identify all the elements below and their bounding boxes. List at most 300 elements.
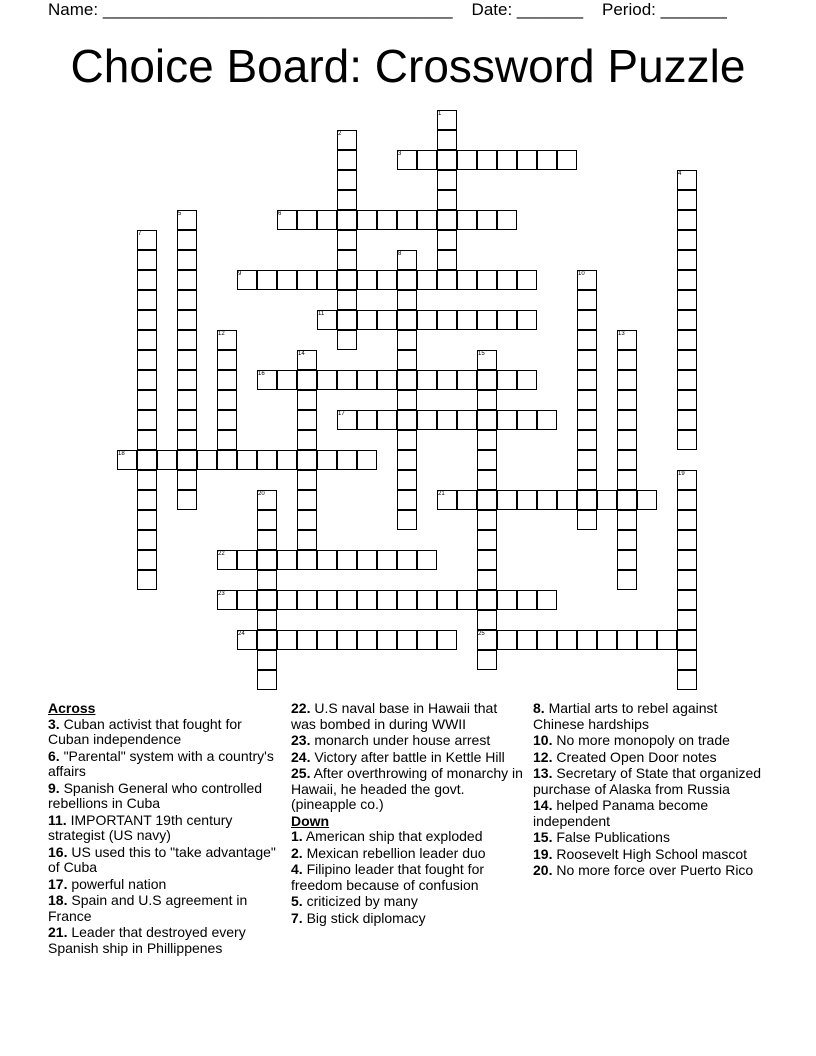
cell-number: 3 (398, 151, 402, 157)
crossword-cell[interactable] (477, 590, 497, 610)
crossword-cell[interactable] (397, 550, 417, 570)
crossword-cell[interactable] (477, 410, 497, 430)
crossword-cell[interactable] (677, 210, 697, 230)
crossword-cell[interactable] (397, 330, 417, 350)
crossword-cell[interactable] (297, 370, 317, 390)
cell-number: 2 (338, 131, 342, 137)
crossword-cell[interactable] (437, 630, 457, 650)
crossword-cell[interactable] (437, 270, 457, 290)
crossword-cell[interactable] (377, 310, 397, 330)
crossword-cell[interactable] (477, 470, 497, 490)
crossword-cell[interactable] (677, 490, 697, 510)
crossword-cell[interactable] (437, 590, 457, 610)
crossword-cell[interactable] (477, 370, 497, 390)
crossword-cell[interactable] (677, 670, 697, 690)
crossword-cell[interactable] (677, 290, 697, 310)
crossword-cell[interactable] (337, 190, 357, 210)
crossword-cell[interactable] (457, 150, 477, 170)
crossword-cell[interactable] (277, 270, 297, 290)
crossword-cell[interactable] (477, 210, 497, 230)
crossword-cell[interactable] (317, 370, 337, 390)
crossword-cell[interactable] (257, 630, 277, 650)
crossword-cell[interactable] (497, 370, 517, 390)
crossword-cell[interactable] (477, 510, 497, 530)
cell-number: 6 (278, 211, 282, 217)
crossword-cell[interactable] (677, 430, 697, 450)
crossword-cell[interactable] (217, 410, 237, 430)
crossword-cell[interactable] (177, 390, 197, 410)
crossword-cell[interactable] (497, 310, 517, 330)
clue-column-2 (291, 701, 523, 927)
crossword-cell[interactable] (137, 350, 157, 370)
crossword-cell[interactable] (137, 490, 157, 510)
clue-text: Spanish General who controlled rebellions in Cuba (48, 779, 263, 811)
crossword-cell[interactable] (337, 150, 357, 170)
crossword-cell[interactable] (177, 350, 197, 370)
crossword-cell[interactable] (277, 630, 297, 650)
crossword-cell[interactable] (457, 310, 477, 330)
crossword-cell[interactable] (277, 370, 297, 390)
crossword-cell[interactable] (477, 550, 497, 570)
crossword-cell[interactable] (457, 270, 477, 290)
crossword-cell[interactable] (237, 590, 257, 610)
crossword-cell[interactable] (137, 530, 157, 550)
crossword-cell[interactable] (577, 290, 597, 310)
crossword-cell[interactable] (397, 510, 417, 530)
crossword-cell[interactable] (497, 410, 517, 430)
crossword-cell[interactable] (297, 630, 317, 650)
crossword-cell[interactable] (617, 490, 637, 510)
crossword-cell[interactable] (297, 470, 317, 490)
crossword-cell[interactable] (477, 270, 497, 290)
crossword-cell[interactable] (397, 590, 417, 610)
crossword-cell[interactable] (137, 270, 157, 290)
crossword-cell[interactable] (477, 490, 497, 510)
crossword-cell[interactable] (157, 450, 177, 470)
crossword-cell[interactable] (437, 250, 457, 270)
cell-number: 21 (438, 491, 445, 497)
crossword-cell[interactable] (497, 150, 517, 170)
crossword-cell[interactable] (377, 370, 397, 390)
cell-number: 8 (398, 251, 402, 257)
crossword-cell[interactable] (557, 150, 577, 170)
crossword-cell[interactable] (477, 310, 497, 330)
clue-item (533, 863, 765, 879)
crossword-cell[interactable] (397, 370, 417, 390)
clue-item (533, 766, 765, 797)
crossword-cell[interactable] (177, 410, 197, 430)
crossword-cell[interactable] (497, 590, 517, 610)
clue-number: 15. (533, 829, 553, 845)
clue-item (533, 750, 765, 766)
crossword-cell[interactable] (137, 290, 157, 310)
clue-text: criticized by many (306, 893, 418, 909)
crossword-cell[interactable] (617, 370, 637, 390)
crossword-cell[interactable] (177, 290, 197, 310)
crossword-cell[interactable] (137, 310, 157, 330)
crossword-cell[interactable] (297, 410, 317, 430)
crossword-cell[interactable] (377, 410, 397, 430)
crossword-cell[interactable] (517, 490, 537, 510)
crossword-cell[interactable] (437, 130, 457, 150)
crossword-cell[interactable] (677, 390, 697, 410)
crossword-cell[interactable] (257, 550, 277, 570)
crossword-cell[interactable] (497, 630, 517, 650)
crossword-cell[interactable] (417, 630, 437, 650)
crossword-cell[interactable] (137, 470, 157, 490)
crossword-cell[interactable] (577, 310, 597, 330)
crossword-cell[interactable] (357, 370, 377, 390)
crossword-cell[interactable] (617, 410, 637, 430)
crossword-cell[interactable] (397, 210, 417, 230)
crossword-cell[interactable] (337, 630, 357, 650)
crossword-cell[interactable] (617, 570, 637, 590)
clue-item (291, 829, 523, 845)
crossword-cell[interactable] (477, 610, 497, 630)
crossword-cell[interactable] (677, 590, 697, 610)
crossword-cell[interactable] (357, 410, 377, 430)
clue-text: Martial arts to rebel against Chinese hardships (533, 700, 718, 732)
crossword-cell[interactable] (377, 630, 397, 650)
crossword-cell[interactable] (297, 530, 317, 550)
crossword-cell[interactable] (437, 370, 457, 390)
crossword-cell[interactable] (577, 450, 597, 470)
crossword-cell[interactable] (257, 530, 277, 550)
crossword-cell[interactable] (237, 450, 257, 470)
crossword-cell[interactable] (677, 330, 697, 350)
crossword-cell[interactable] (437, 170, 457, 190)
clue-text: Filipino leader that fought for freedom because of confusion (291, 861, 485, 893)
crossword-cell[interactable] (257, 650, 277, 670)
clue-item (291, 766, 523, 813)
crossword-cell[interactable] (397, 270, 417, 290)
clue-text: US used this to "take advantage" of Cuba (48, 843, 276, 875)
crossword-cell[interactable] (137, 570, 157, 590)
crossword-cell[interactable] (257, 510, 277, 530)
crossword-cell[interactable] (137, 510, 157, 530)
crossword-cell[interactable] (677, 630, 697, 650)
crossword-cell[interactable] (477, 530, 497, 550)
crossword-cell[interactable] (297, 390, 317, 410)
crossword-cell[interactable] (337, 210, 357, 230)
crossword-cell[interactable] (397, 310, 417, 330)
crossword-cell[interactable] (617, 450, 637, 470)
crossword-cell[interactable] (497, 210, 517, 230)
crossword-cell[interactable] (297, 270, 317, 290)
crossword-cell[interactable] (677, 570, 697, 590)
crossword-cell[interactable] (537, 490, 557, 510)
crossword-cell[interactable] (257, 570, 277, 590)
clue-text: IMPORTANT 19th century strategist (US navy) (48, 811, 233, 843)
crossword-cell[interactable] (497, 490, 517, 510)
crossword-cell[interactable] (137, 370, 157, 390)
period-blank: _______ (660, 0, 727, 19)
crossword-cell[interactable] (297, 430, 317, 450)
crossword-cell[interactable] (677, 510, 697, 530)
crossword-cell[interactable] (137, 330, 157, 350)
crossword-cell[interactable] (397, 290, 417, 310)
clue-number: 16. (48, 843, 68, 860)
clue-item (291, 701, 523, 732)
crossword-cell[interactable] (357, 210, 377, 230)
crossword-cell[interactable] (417, 150, 437, 170)
cell-number: 14 (298, 351, 305, 357)
crossword-cell[interactable] (337, 590, 357, 610)
crossword-cell[interactable] (257, 610, 277, 630)
crossword-cell[interactable] (677, 530, 697, 550)
clue-number: 11. (48, 811, 67, 828)
crossword-cell[interactable] (677, 350, 697, 370)
crossword-cell[interactable] (477, 430, 497, 450)
crossword-cell[interactable] (297, 510, 317, 530)
crossword-cell[interactable] (577, 490, 597, 510)
crossword-cell[interactable] (437, 230, 457, 250)
crossword-cell[interactable] (137, 250, 157, 270)
crossword-cell[interactable] (217, 370, 237, 390)
crossword-cell[interactable] (537, 150, 557, 170)
clue-text: After overthrowing of monarchy in Hawaii, he headed the govt. (pineapple co.) (291, 765, 523, 812)
crossword-cell[interactable] (677, 610, 697, 630)
crossword-cell[interactable] (377, 550, 397, 570)
crossword-cell[interactable] (397, 470, 417, 490)
crossword-cell[interactable] (197, 450, 217, 470)
crossword-cell[interactable] (357, 270, 377, 290)
crossword-cell[interactable] (177, 330, 197, 350)
crossword-cell[interactable] (317, 630, 337, 650)
crossword-cell[interactable] (317, 210, 337, 230)
crossword-cell[interactable] (377, 210, 397, 230)
crossword-cell[interactable] (177, 230, 197, 250)
crossword-cell[interactable] (517, 590, 537, 610)
crossword-cell[interactable] (437, 210, 457, 230)
crossword-cell[interactable] (137, 450, 157, 470)
crossword-cell[interactable] (177, 490, 197, 510)
crossword-cell[interactable] (277, 450, 297, 470)
crossword-cell[interactable] (677, 410, 697, 430)
crossword-cell[interactable] (337, 310, 357, 330)
crossword-cell[interactable] (477, 450, 497, 470)
cell-number: 25 (478, 631, 485, 637)
clue-number: 7. (291, 909, 303, 926)
crossword-cell[interactable] (617, 630, 637, 650)
crossword-cell[interactable] (397, 630, 417, 650)
clue-number: 24. (291, 748, 311, 765)
crossword-cell[interactable] (617, 430, 637, 450)
clue-item (48, 749, 280, 780)
crossword-cell[interactable] (577, 470, 597, 490)
crossword-cell[interactable] (577, 350, 597, 370)
crossword-cell[interactable] (517, 630, 537, 650)
crossword-cell[interactable] (337, 450, 357, 470)
crossword-cell[interactable] (477, 650, 497, 670)
crossword-cell[interactable] (337, 550, 357, 570)
crossword-cell[interactable] (217, 430, 237, 450)
crossword-cell[interactable] (677, 550, 697, 570)
crossword-cell[interactable] (437, 150, 457, 170)
crossword-cell[interactable] (677, 650, 697, 670)
crossword-cell[interactable] (297, 210, 317, 230)
clue-number: 5. (291, 893, 303, 909)
crossword-cell[interactable] (337, 270, 357, 290)
crossword-cell[interactable] (457, 370, 477, 390)
crossword-cell[interactable] (577, 330, 597, 350)
crossword-cell[interactable] (617, 510, 637, 530)
crossword-cell[interactable] (397, 390, 417, 410)
crossword-cell[interactable] (477, 570, 497, 590)
crossword-cell[interactable] (537, 630, 557, 650)
crossword-cell[interactable] (177, 270, 197, 290)
crossword-cell[interactable] (677, 190, 697, 210)
crossword-cell[interactable] (277, 590, 297, 610)
crossword-cell[interactable] (217, 350, 237, 370)
period-label: Period: (602, 0, 656, 19)
crossword-cell[interactable] (177, 370, 197, 390)
crossword-cell[interactable] (457, 210, 477, 230)
clue-number: 6. (48, 747, 60, 764)
crossword-cell[interactable] (517, 310, 537, 330)
crossword-cell[interactable] (677, 370, 697, 390)
crossword-cell[interactable] (317, 270, 337, 290)
crossword-cell[interactable] (297, 490, 317, 510)
crossword-cell[interactable] (337, 290, 357, 310)
crossword-cell[interactable] (257, 450, 277, 470)
crossword-cell[interactable] (677, 250, 697, 270)
crossword-cell[interactable] (637, 490, 657, 510)
crossword-cell[interactable] (457, 590, 477, 610)
clue-item (48, 877, 280, 893)
clue-text: powerful nation (71, 875, 167, 892)
crossword-cell[interactable] (557, 630, 577, 650)
crossword-cell[interactable] (137, 390, 157, 410)
crossword-cell[interactable] (417, 370, 437, 390)
cell-number: 16 (258, 371, 265, 377)
crossword-cell[interactable] (177, 450, 197, 470)
crossword-cell[interactable] (537, 590, 557, 610)
crossword-cell[interactable] (177, 430, 197, 450)
crossword-cell[interactable] (137, 410, 157, 430)
clue-item (533, 847, 765, 863)
crossword-cell[interactable] (437, 310, 457, 330)
crossword-cell[interactable] (337, 330, 357, 350)
crossword-cell[interactable] (617, 390, 637, 410)
crossword-cell[interactable] (417, 550, 437, 570)
clue-text: Big stick diplomacy (306, 909, 426, 926)
clue-item (533, 798, 765, 829)
crossword-cell[interactable] (577, 510, 597, 530)
crossword-cell[interactable] (317, 550, 337, 570)
crossword-cell[interactable] (417, 270, 437, 290)
crossword-cell[interactable] (297, 450, 317, 470)
crossword-cell[interactable] (297, 550, 317, 570)
crossword-cell[interactable] (257, 270, 277, 290)
crossword-cell[interactable] (577, 430, 597, 450)
crossword-cell[interactable] (397, 350, 417, 370)
crossword-cell[interactable] (237, 550, 257, 570)
crossword-cell[interactable] (657, 630, 677, 650)
clue-number: 21. (48, 924, 68, 940)
crossword-cell[interactable] (417, 590, 437, 610)
crossword-cell[interactable] (517, 370, 537, 390)
clue-item (291, 750, 523, 766)
crossword-cell[interactable] (337, 370, 357, 390)
crossword-cell[interactable] (317, 590, 337, 610)
crossword-cell[interactable] (357, 630, 377, 650)
crossword-cell[interactable] (497, 270, 517, 290)
crossword-cell[interactable] (437, 410, 457, 430)
crossword-cell[interactable] (557, 490, 577, 510)
crossword-cell[interactable] (437, 190, 457, 210)
crossword-cell[interactable] (337, 250, 357, 270)
crossword-cell[interactable] (397, 430, 417, 450)
crossword-cell[interactable] (477, 150, 497, 170)
crossword-cell[interactable] (357, 590, 377, 610)
crossword-cell[interactable] (217, 450, 237, 470)
across-clue-list-continued (291, 701, 523, 813)
crossword-cell[interactable] (337, 170, 357, 190)
crossword-cell[interactable] (177, 250, 197, 270)
clue-item (291, 862, 523, 893)
crossword-cell[interactable] (677, 310, 697, 330)
crossword-cell[interactable] (617, 550, 637, 570)
crossword-cell[interactable] (417, 410, 437, 430)
crossword-cell[interactable] (517, 150, 537, 170)
crossword-cell[interactable] (477, 390, 497, 410)
crossword-cell[interactable] (517, 270, 537, 290)
clue-item (291, 733, 523, 749)
crossword-cell[interactable] (617, 350, 637, 370)
crossword-cell[interactable] (597, 490, 617, 510)
crossword-cell[interactable] (217, 390, 237, 410)
crossword-cell[interactable] (617, 530, 637, 550)
crossword-cell[interactable] (617, 470, 637, 490)
crossword-cell[interactable] (337, 230, 357, 250)
crossword-cell[interactable] (397, 410, 417, 430)
clue-text: monarch under house arrest (314, 732, 491, 748)
crossword-cell[interactable] (357, 450, 377, 470)
crossword-cell[interactable] (417, 310, 437, 330)
crossword-cell[interactable] (357, 310, 377, 330)
crossword-cell[interactable] (677, 270, 697, 290)
crossword-cell[interactable] (517, 410, 537, 430)
crossword-cell[interactable] (577, 370, 597, 390)
crossword-cell[interactable] (177, 470, 197, 490)
crossword-cell[interactable] (137, 550, 157, 570)
crossword-cell[interactable] (357, 550, 377, 570)
crossword-cell[interactable] (397, 490, 417, 510)
crossword-cell[interactable] (677, 230, 697, 250)
crossword-cell[interactable] (637, 630, 657, 650)
clue-item (48, 893, 280, 924)
crossword-cell[interactable] (257, 670, 277, 690)
crossword-cell[interactable] (297, 590, 317, 610)
crossword-cell[interactable] (177, 310, 197, 330)
crossword-cell[interactable] (457, 490, 477, 510)
crossword-cell[interactable] (377, 590, 397, 610)
crossword-cell[interactable] (137, 430, 157, 450)
crossword-cell[interactable] (577, 410, 597, 430)
crossword-cell[interactable] (377, 270, 397, 290)
crossword-cell[interactable] (537, 410, 557, 430)
crossword-cell[interactable] (577, 630, 597, 650)
crossword-cell[interactable] (397, 450, 417, 470)
crossword-cell[interactable] (277, 550, 297, 570)
crossword-cell[interactable] (257, 590, 277, 610)
crossword-cell[interactable] (317, 450, 337, 470)
crossword-cell[interactable] (457, 410, 477, 430)
crossword-cell[interactable] (597, 630, 617, 650)
crossword-cell[interactable] (577, 390, 597, 410)
crossword-cell[interactable] (417, 210, 437, 230)
